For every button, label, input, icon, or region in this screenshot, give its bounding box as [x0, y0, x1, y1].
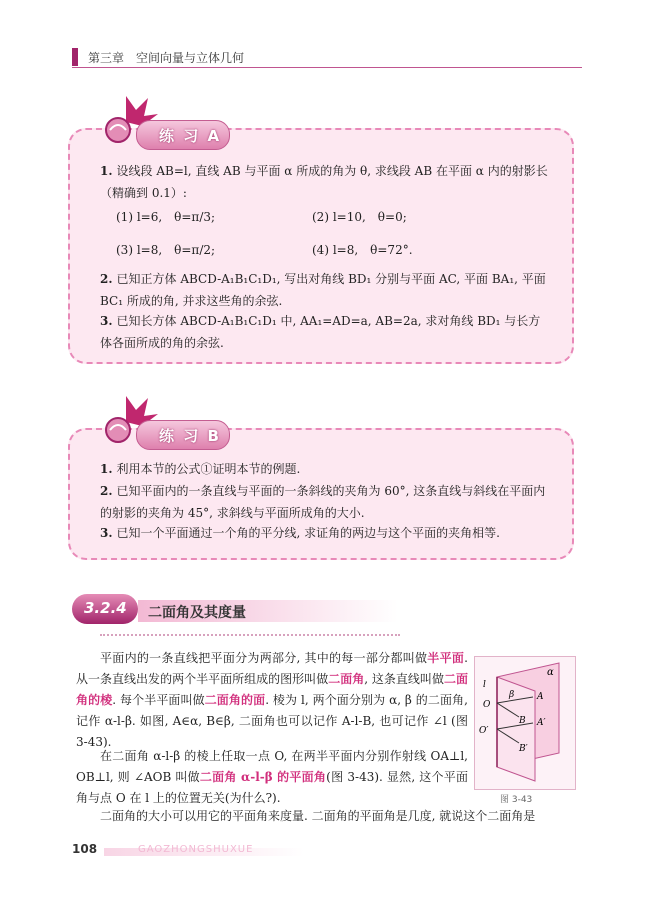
- term-face: 二面角的面: [204, 693, 266, 707]
- paragraph-plane-angle: [76, 746, 468, 809]
- text-run: 平面内的一条直线把平面分为两部分, 其中的每一部分都叫做: [100, 651, 428, 665]
- exercise-a-q3: [100, 310, 550, 354]
- question-number: 2.: [100, 484, 113, 498]
- exercise-b-q3: [100, 522, 550, 544]
- dihedral-diagram: [475, 657, 575, 789]
- exercise-b-title: 练 习 B: [159, 427, 221, 445]
- exercise-a-q1-option-1: (1) l=6, θ=π/3;: [116, 210, 216, 224]
- header-rule: [72, 67, 582, 68]
- text-run: 在二面角 α-l-β 的棱上任取一点 O, 在两半平面内分别作射线 OA⊥l, OB⊥l, 则 ∠AOB 叫做: [76, 749, 468, 784]
- term-plane-angle: 二面角 α-l-β 的平面角: [199, 770, 327, 784]
- book-title: GAOZHONGSHUXUE: [138, 844, 254, 855]
- exercise-b-q1: [100, 458, 550, 480]
- exercise-a-q1-option-4: (4) l=8, θ=72°.: [312, 243, 413, 257]
- question-number: 3.: [100, 526, 113, 540]
- question-number: 1.: [100, 164, 113, 178]
- label-alpha: α: [547, 667, 554, 678]
- section-number-badge: [72, 594, 138, 624]
- question-number: 1.: [100, 462, 113, 476]
- figure-caption: 图 3-43: [500, 795, 533, 805]
- exercise-a-q1-option-2: (2) l=10, θ=0;: [312, 210, 407, 224]
- exercise-b-q2: [100, 480, 550, 524]
- question-number: 2.: [100, 272, 113, 286]
- running-header: [72, 46, 582, 68]
- header-accent-bar: [72, 48, 78, 66]
- term-edge: 二面角的棱: [76, 672, 468, 707]
- question-number: 3.: [100, 314, 113, 328]
- exercise-a-q1-option-3: (3) l=8, θ=π/2;: [116, 243, 216, 257]
- exercise-a-title: 练 习 A: [159, 127, 222, 145]
- question-text: 已知长方体 ABCD-A₁B₁C₁D₁ 中, AA₁=AD=a, AB=2a, 求对角线 BD₁ 与长方体各面所成的角的余弦.: [100, 314, 541, 350]
- exercise-a-q2: [100, 268, 550, 312]
- figure-3-43: [474, 656, 576, 790]
- label-B-prime: B′: [519, 744, 528, 754]
- label-B: B: [519, 716, 526, 726]
- section-title: 二面角及其度量: [148, 605, 246, 621]
- label-l: l: [483, 680, 486, 690]
- text-run: . 从一条直线出发的两个半平面所组成的图形叫做: [76, 651, 468, 686]
- text-run: , 这条直线叫做: [364, 672, 444, 686]
- exercise-b-badge: [136, 420, 230, 450]
- question-text: 设线段 AB=l, 直线 AB 与平面 α 所成的角为 θ, 求线段 AB 在平面 α 内的射影长（精确到 0.1）:: [100, 164, 548, 200]
- page-footer: [72, 842, 582, 860]
- text-run: (图 3-43). 显然, 这个平面角与点 O 在 l 上的位置无关(为什么?).: [76, 770, 468, 805]
- question-text: 已知正方体 ABCD-A₁B₁C₁D₁, 写出对角线 BD₁ 分别与平面 AC, 平面 BA₁, 平面 BC₁ 所成的角, 并求这些角的余弦.: [100, 272, 546, 308]
- label-A-prime: A′: [537, 718, 546, 728]
- label-O: O: [483, 700, 491, 710]
- paragraph-measure: 二面角的大小可以用它的平面角来度量. 二面角的平面角是几度, 就说这个二面角是: [100, 809, 536, 823]
- label-O-prime: O′: [479, 726, 489, 736]
- question-text: 已知平面内的一条直线与平面的一条斜线的夹角为 60°, 这条直线与斜线在平面内的射影的夹角为 45°, 求斜线与平面所成角的大小.: [100, 484, 546, 520]
- section-number: 3.2.4: [84, 599, 127, 617]
- page-number: 108: [72, 842, 98, 856]
- dotted-divider: [100, 634, 400, 636]
- question-text: 已知一个平面通过一个角的平分线, 求证角的两边与这个平面的夹角相等.: [116, 526, 500, 540]
- question-text: 利用本节的公式①证明本节的例题.: [116, 462, 301, 476]
- text-run: . 每个半平面叫做: [112, 693, 205, 707]
- paragraph-definition: [76, 648, 468, 753]
- text-run: . 棱为 l, 两个面分别为 α, β 的二面角, 记作 α-l-β. 如图, A∈α, B∈β, 二面角也可以记作 A-l-B, 也可记作 ∠l (图 3-43).: [76, 693, 468, 749]
- label-A: A: [537, 692, 544, 702]
- section-title-band: [138, 600, 398, 622]
- term-half-plane: 半平面: [427, 651, 465, 665]
- exercise-a-badge: [136, 120, 230, 150]
- chapter-title: 第三章 空间向量与立体几何: [88, 51, 245, 65]
- label-beta: β: [509, 690, 515, 700]
- exercise-a-q1: [100, 160, 550, 204]
- term-dihedral-angle: 二面角: [328, 672, 365, 686]
